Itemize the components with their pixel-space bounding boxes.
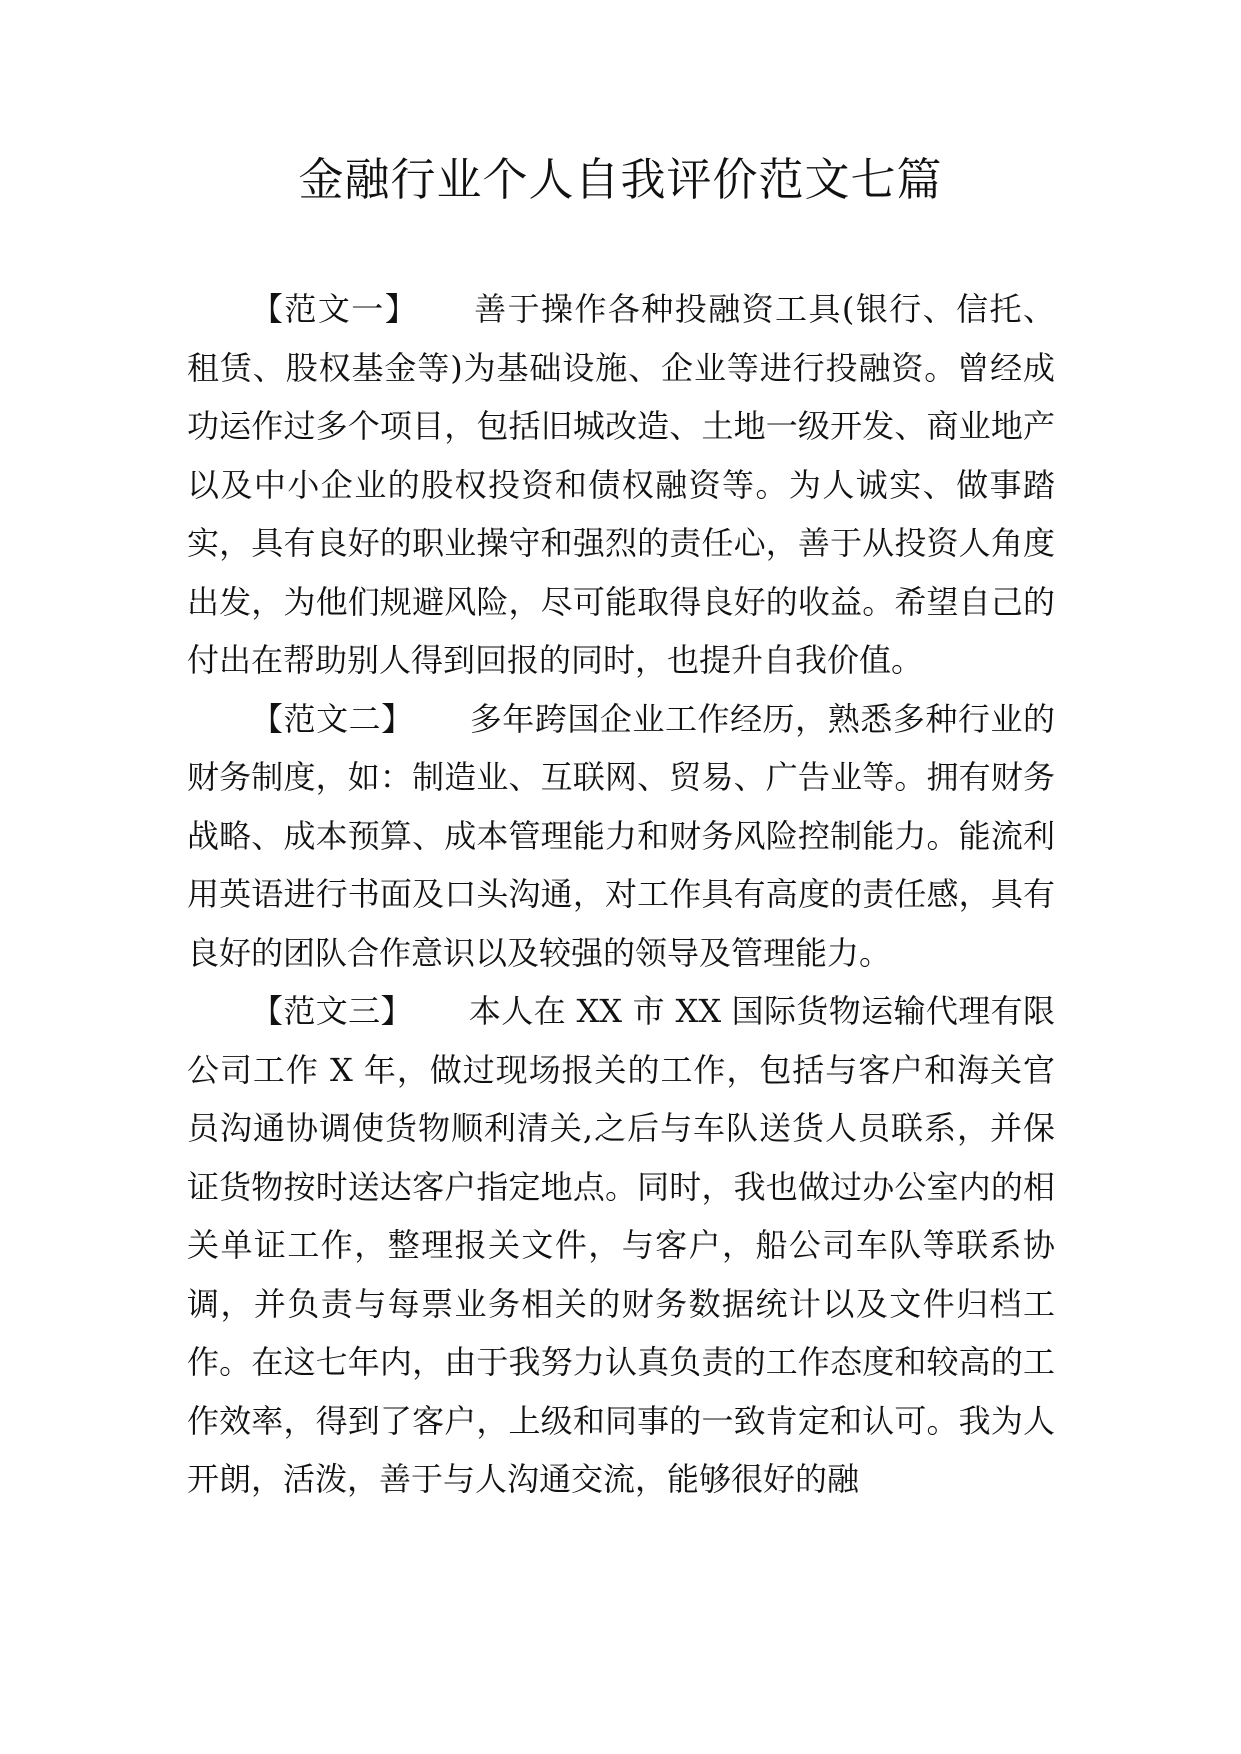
- paragraph-text: 善于操作各种投融资工具(银行、信托、租赁、股权基金等)为基础设施、企业等进行投融资。曾经成功运作过多个项目，包括旧城改造、土地一级开发、商业地产以及中小企业的股权投资和债权融资等。为人诚实、做事踏实，具有良好的职业操守和强烈的责任心，善于从投资人角度出发，为他们规避风险，尽可能取得良好的收益。希望自己的付出在帮助别人得到回报的同时，也提升自我价值。: [187, 290, 1055, 679]
- paragraph-heading: 【范文一】: [251, 290, 419, 328]
- paragraph-sample-2: [187, 690, 1055, 983]
- paragraph-sample-1: [187, 280, 1055, 690]
- paragraph-sample-3: [187, 982, 1055, 1509]
- paragraph-heading: 【范文三】: [251, 992, 413, 1030]
- paragraph-heading: 【范文二】: [251, 699, 414, 738]
- paragraph-text: 多年跨国企业工作经历，熟悉多种行业的财务制度，如：制造业、互联网、贸易、广告业等。拥有财务战略、成本预算、成本管理能力和财务风险控制能力。能流利用英语进行书面及口头沟通，对工作具有高度的责任感，具有良好的团队合作意识以及较强的领导及管理能力。: [187, 699, 1055, 972]
- paragraph-text: 本人在 XX 市 XX 国际货物运输代理有限公司工作 X 年，做过现场报关的工作，包括与客户和海关官员沟通协调使货物顺利清关,之后与车队送货人员联系，并保证货物按时送达客户指定地点。同时，我也做过办公室内的相关单证工作，整理报关文件，与客户，船公司车队等联系协调，并负责与每票业务相关的财务数据统计以及文件归档工作。在这七年内，由于我努力认真负责的工作态度和较高的工作效率，得到了客户，上级和同事的一致肯定和认可。我为人开朗，活泼，善于与人沟通交流，能够很好的融: [187, 992, 1055, 1498]
- document-title: 金融行业个人自我评价范文七篇: [298, 153, 943, 206]
- document-body: [187, 280, 1055, 1509]
